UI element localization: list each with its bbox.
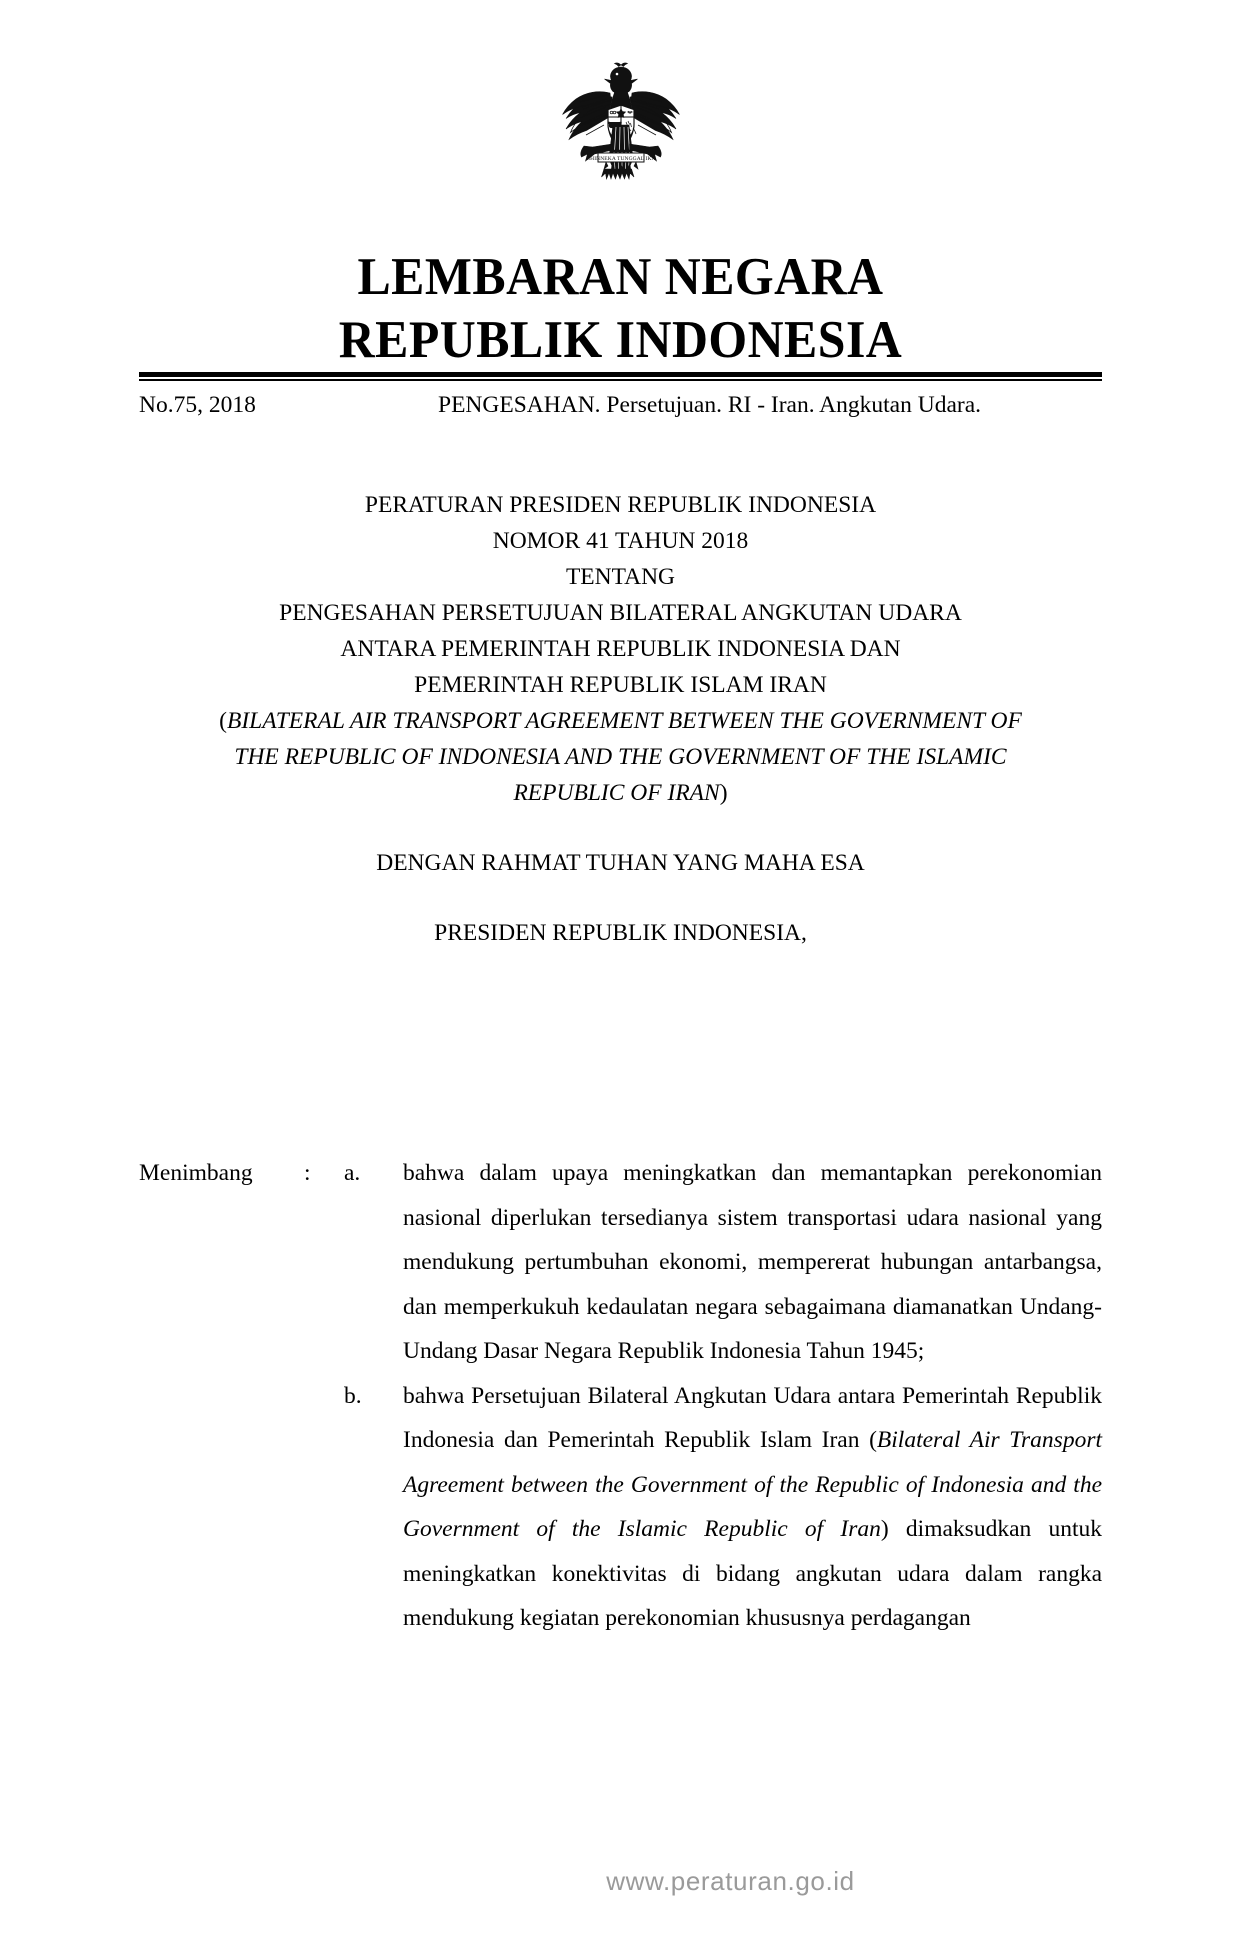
title-line-number: NOMOR 41 TAHUN 2018 [492,528,749,554]
consideration-item-a [139,1151,1102,1374]
masthead-line-2: REPUBLIK INDONESIA [338,311,903,369]
title-english-line-1 [120,703,1121,739]
title-english-line-2: THE REPUBLIC OF INDONESIA AND THE GOVERNMENT OF THE ISLAMIC [234,744,1007,770]
considerations-colon: : [304,1160,311,1186]
garuda-pancasila-icon [546,62,696,210]
gazette-subject: PENGESAHAN. Persetujuan. RI - Iran. Angkutan Udara. [438,392,982,418]
svg-text:BHINNEKA TUNGGAL IKA: BHINNEKA TUNGGAL IKA [585,156,656,162]
header-divider-thick [139,372,1102,377]
close-paren: ) [719,780,728,806]
emblem-container [0,62,1241,215]
title-block [120,487,1121,951]
open-paren: ( [219,708,227,734]
consideration-text-b-part1: bahwa Persetujuan Bilateral Angkutan Udara antara Pemerintah Republik Indonesia dan Pemerintah Republik Islam Iran ( [403,1382,1102,1453]
footer-inner [0,1866,1241,1897]
title-english-text-1: BILATERAL AIR TRANSPORT AGREEMENT BETWEEN THE GOVERNMENT OF [226,708,1022,734]
gazette-number: No.75, 2018 [139,392,256,418]
title-english-block [120,703,1121,811]
title-line-subject-1: PENGESAHAN PERSETUJUAN BILATERAL ANGKUTAN UDARA [279,600,962,626]
considerations-block [139,1151,1102,1641]
blessing-line: DENGAN RAHMAT TUHAN YANG MAHA ESA [376,850,865,876]
title-line-subject-3: PEMERINTAH REPUBLIK ISLAM IRAN [414,672,827,698]
masthead [0,246,1241,372]
consideration-text-b-italic: Bilateral Air Transport Agreement between the Government of the Republic of Indonesia and the Government of the Islamic Republic of Iran [403,1427,1102,1542]
header-divider-thin [139,379,1102,381]
consideration-item-b [139,1374,1102,1641]
considerations-label: Menimbang [139,1160,253,1186]
footer-watermark: www.peraturan.go.id [606,1866,855,1896]
consideration-text-b-part2: ) dimaksudkan untuk meningkatkan konektivitas di bidang angkutan udara dalam rangka mendukung kegiatan perekonomian khususnya perdagangan [403,1516,1102,1631]
title-line-tentang: TENTANG [565,564,676,590]
masthead-line-1: LEMBARAN NEGARA [357,248,884,306]
title-english-line-3 [120,775,1121,811]
authority-line: PRESIDEN REPUBLIK INDONESIA, [434,920,807,946]
consideration-text-b [403,1374,1102,1641]
footer [0,1866,1241,1897]
title-line-subject-2: ANTARA PEMERINTAH REPUBLIK INDONESIA DAN [340,636,901,662]
title-english-text-3: REPUBLIC OF IRAN [513,780,720,806]
title-line-regulation: PERATURAN PRESIDEN REPUBLIK INDONESIA [364,492,877,518]
consideration-marker-b: b. [344,1382,362,1409]
consideration-text-a: bahwa dalam upaya meningkatkan dan memantapkan perekonomian nasional diperlukan tersedianya sistem transportasi udara nasional yang mendukung pertumbuhan ekonomi, mempererat hubungan antarbangsa, dan memperkukuh kedaulatan negara sebagaimana diamanatkan Undang-Undang Dasar Negara Republik Indonesia Tahun 1945; [403,1160,1102,1364]
consideration-marker-a: a. [344,1160,361,1186]
